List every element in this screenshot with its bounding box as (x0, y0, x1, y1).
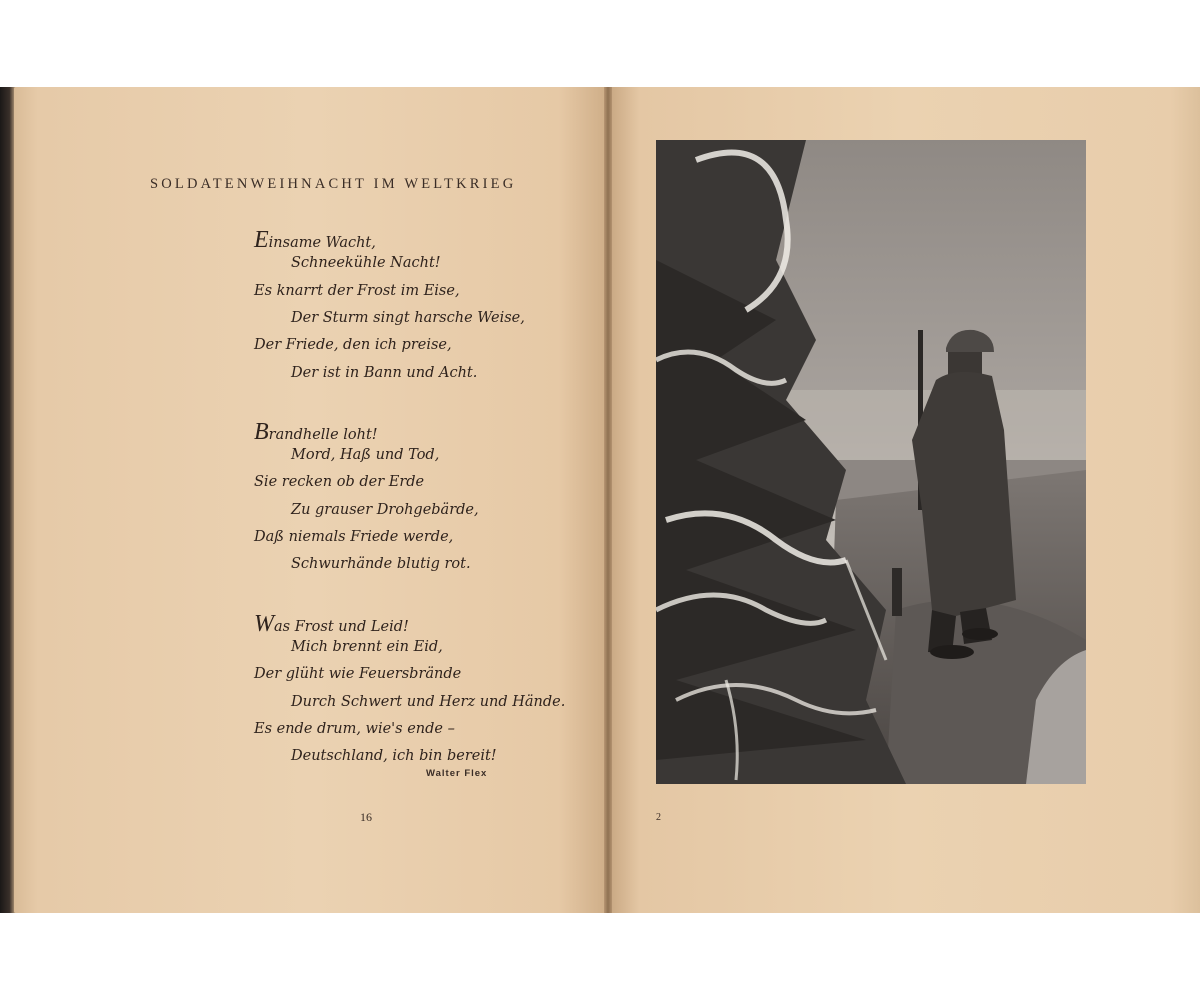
poem-initial: W (254, 610, 274, 637)
poem-line (254, 666, 461, 682)
poem-author: Walter Flex (426, 768, 488, 779)
poem-line (254, 337, 452, 353)
poem-line-text: insame Wacht, (268, 235, 376, 251)
poem-line (254, 420, 378, 444)
poem-line-text: Deutschland, ich bin bereit! (291, 748, 497, 765)
poem-line-text: Schwurhände blutig rot. (291, 556, 471, 573)
page-number-left: 16 (360, 810, 372, 824)
poem-line-text: Es ende drum, wie's ende – (254, 720, 455, 737)
poem-line-text: Der Sturm singt harsche Weise, (291, 309, 525, 326)
poem-line-text: Daß niemals Friede werde, (254, 529, 454, 545)
left-page (14, 87, 606, 913)
poem-line-text: randhelle loht! (268, 426, 378, 443)
poem-line (291, 447, 439, 463)
poem-line-text: Sie recken ob der Erde (254, 474, 425, 491)
photo-post (892, 568, 902, 616)
poem-line (291, 748, 497, 764)
poem-line-text: Schneekühle Nacht! (291, 255, 441, 272)
poem-line-text: as Frost und Leid! (274, 618, 409, 635)
poem-line-text: Es knarrt der Frost im Eise, (254, 282, 460, 299)
photo-illustration (656, 140, 1086, 784)
poem-line-text: Der Friede, den ich preise, (254, 337, 452, 354)
poem-line (291, 255, 441, 271)
poem-line (254, 228, 376, 252)
page-number-right: 2 (656, 812, 661, 823)
poem-initial: E (254, 227, 269, 253)
poem-line-text: Der ist in Bann und Acht. (291, 364, 478, 381)
poem-line (291, 502, 479, 518)
poem-line (291, 365, 477, 381)
poem-line (291, 556, 471, 572)
poem-line-text: Mich brennt ein Eid, (291, 638, 443, 655)
poem-line (254, 474, 424, 490)
book-gutter (604, 87, 612, 913)
photograph-soldier-on-guard (656, 140, 1086, 784)
running-head: SOLDATENWEIHNACHT IM WELTKRIEG (150, 176, 517, 192)
poem-line (291, 310, 525, 326)
poem-line-text: Durch Schwert und Herz und Hände. (291, 693, 566, 710)
poem-line-text: Zu grauser Drohgebärde, (291, 501, 479, 518)
poem-line-text: Mord, Haß und Tod, (291, 447, 440, 464)
poem-line (254, 612, 409, 636)
poem-line (291, 639, 443, 655)
poem-line (254, 721, 455, 737)
poem-line (254, 529, 453, 545)
poem-initial: B (254, 418, 269, 445)
poem-line-text: Der glüht wie Feuersbrände (254, 666, 462, 683)
poem-line (291, 694, 565, 710)
poem-line (254, 283, 460, 299)
